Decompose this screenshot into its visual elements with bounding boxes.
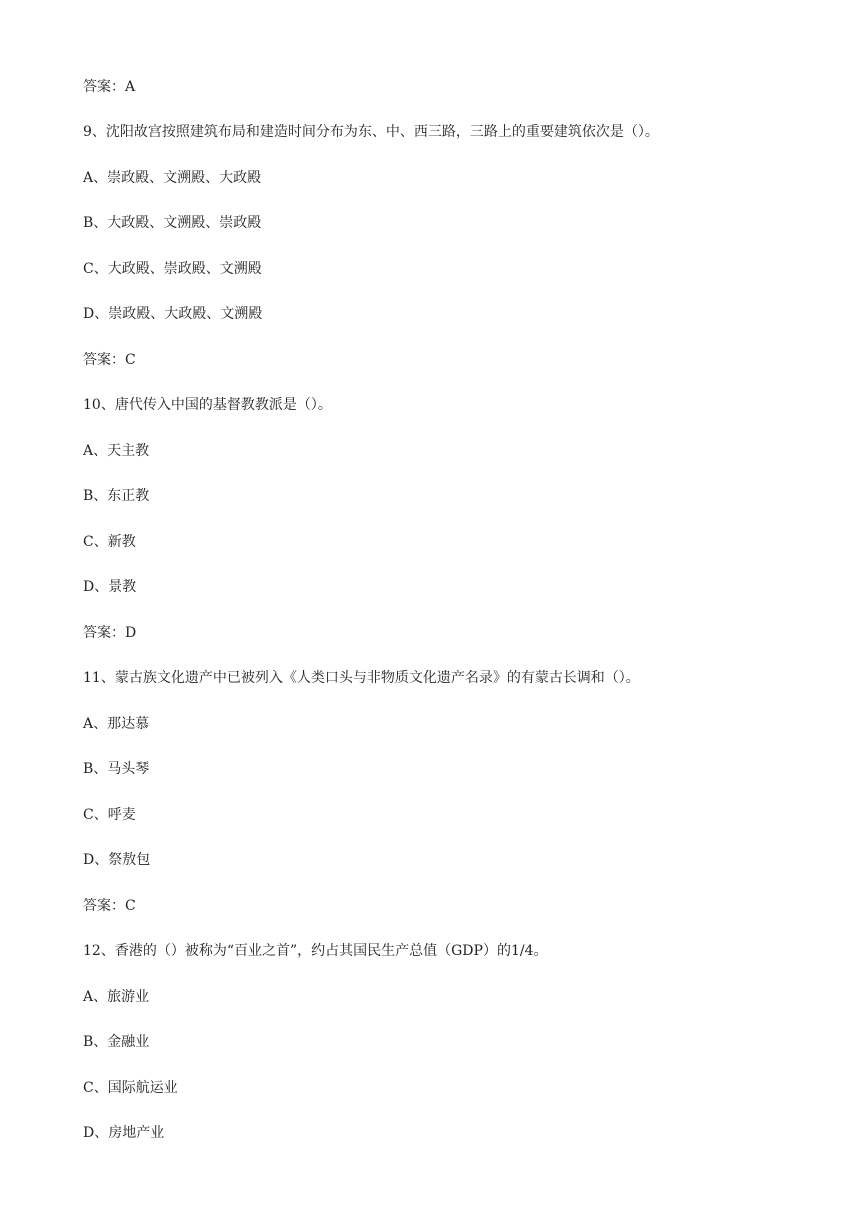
option-line: A、天主教 (83, 443, 150, 459)
option-line: B、金融业 (83, 1034, 150, 1050)
option-line: D、景教 (83, 579, 137, 595)
question-line: 10、唐代传入中国的基督教教派是（）。 (83, 397, 332, 413)
option-line: B、东正教 (83, 488, 150, 504)
option-line: D、祭敖包 (83, 852, 151, 868)
option-line: B、马头琴 (83, 761, 150, 777)
option-line: A、崇政殿、文溯殿、大政殿 (83, 170, 262, 186)
option-line: C、新教 (83, 534, 136, 550)
question-line: 9、沈阳故宫按照建筑布局和建造时间分布为东、中、西三路，三路上的重要建筑依次是（）。 (83, 124, 659, 140)
answer-line: 答案：C (83, 898, 136, 914)
option-line: C、国际航运业 (83, 1080, 178, 1096)
option-line: D、崇政殿、大政殿、文溯殿 (83, 306, 263, 322)
option-line: C、呼麦 (83, 807, 136, 823)
option-line: A、旅游业 (83, 989, 150, 1005)
answer-line: 答案：D (83, 625, 137, 641)
question-line: 11、蒙古族文化遗产中已被列入《人类口头与非物质文化遗产名录》的有蒙古长调和（）。 (83, 670, 640, 686)
answer-line: 答案：A (83, 79, 136, 95)
answer-line: 答案：C (83, 352, 136, 368)
option-line: D、房地产业 (83, 1125, 165, 1141)
option-line: B、大政殿、文溯殿、崇政殿 (83, 215, 262, 231)
option-line: C、大政殿、崇政殿、文溯殿 (83, 261, 262, 277)
option-line: A、那达慕 (83, 716, 150, 732)
question-line: 12、香港的（）被称为“百业之首”，约占其国民生产总值（GDP）的1/4。 (83, 943, 548, 959)
